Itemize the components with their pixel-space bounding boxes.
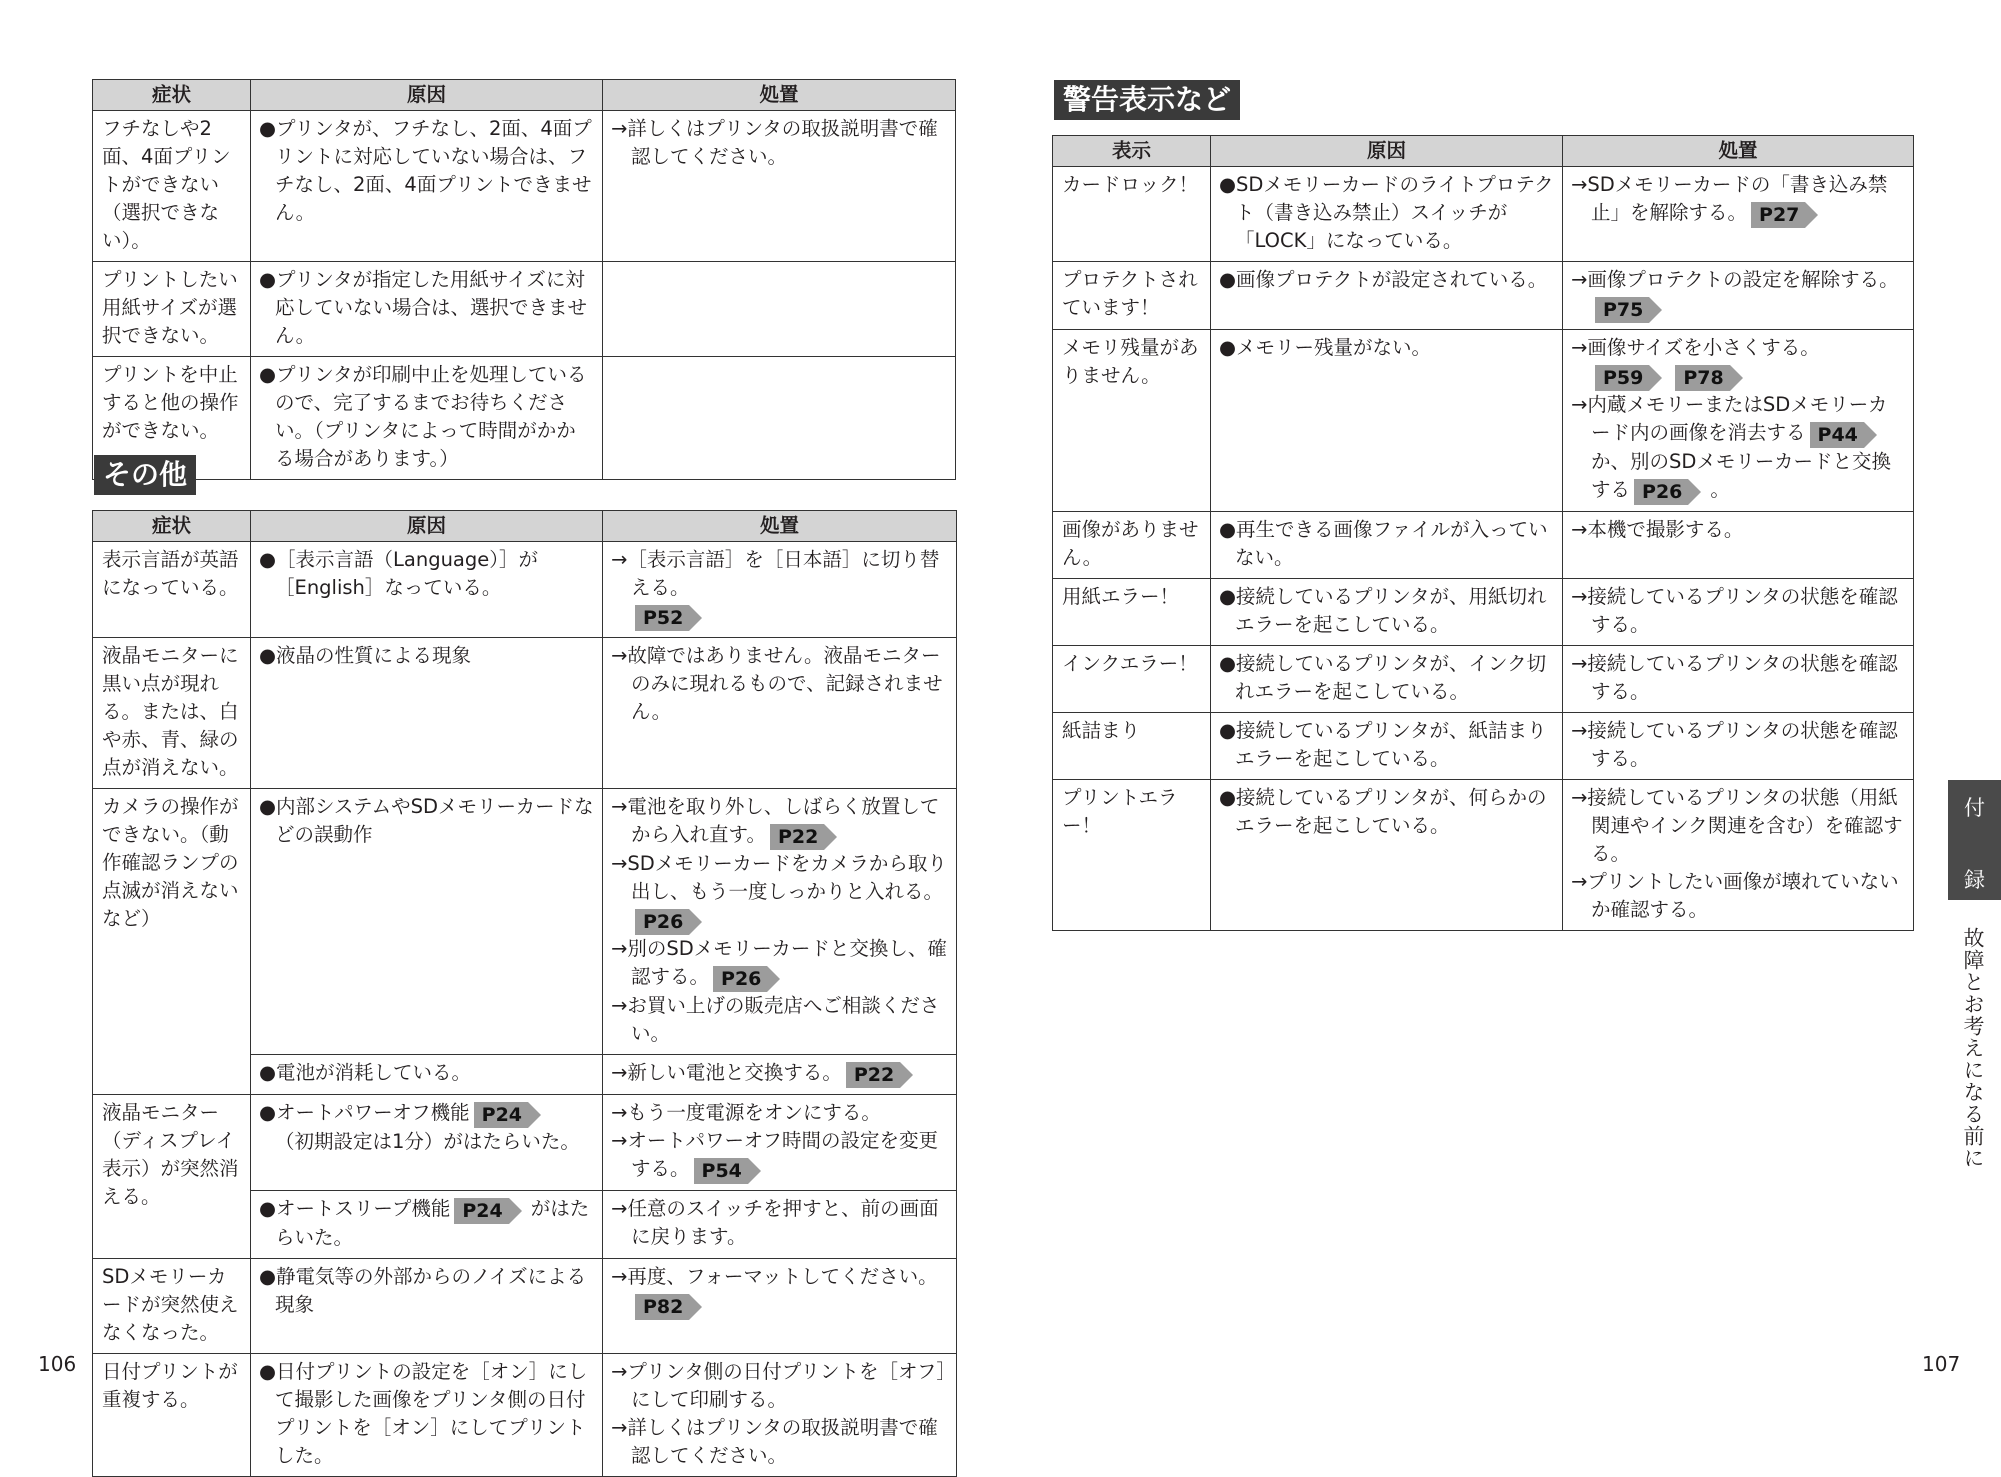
printer-troubleshooting-table [92,79,956,480]
table-row [93,357,956,480]
header-symptom: 症状 [93,80,251,111]
chapter-side-label: 故障とお考えになる前に [1961,927,1985,1169]
cause-cell: ●接続しているプリンタが、インク切れエラーを起こしている。 [1211,646,1563,713]
cause-cell: ●プリンタが印刷中止を処理しているので、完了するまでお待ちください。（プリンタによって時間がかかる場合があります。） [251,357,603,480]
page-ref-badge: P44 [1810,422,1864,448]
warning-messages-table [1052,135,1914,931]
table-row [1053,646,1914,713]
display-cell: 用紙エラー！ [1053,579,1211,646]
header-symptom: 症状 [93,511,251,542]
action-cell: →接続しているプリンタの状態を確認する。 [1563,713,1914,780]
action-cell: →接続しているプリンタの状態（用紙関連やインク関連を含む）を確認する。 →プリントしたい画像が壊れていないか確認する。 [1563,780,1914,931]
cause-cell: ●画像プロテクトが設定されている。 [1211,262,1563,330]
cause-cell: ●内部システムやSDメモリーカードなどの誤動作 [251,789,603,1055]
section-title-other: その他 [94,455,196,495]
action-cell: →電池を取り外し、しばらく放置してから入れ直す。 P22 →SDメモリーカードをカメラから取り出し、もう一度しっかりと入れる。 P26 →別のSDメモリーカードと交換し、確認する。 P26 →お買い上げの販売店へご相談ください。 [603,789,957,1055]
table-row [1053,167,1914,262]
action-cell: →任意のスイッチを押すと、前の画面に戻ります。 [603,1191,957,1259]
display-cell: インクエラー！ [1053,646,1211,713]
action-cell: →SDメモリーカードの「書き込み禁止」を解除する。 P27 [1563,167,1914,262]
action-cell [603,262,956,357]
display-cell: プロテクトされています！ [1053,262,1211,330]
table-row [93,789,957,1055]
page-ref-badge: P24 [474,1102,528,1128]
symptom-cell: 液晶モニターに黒い点が現れる。または、白や赤、青、緑の点が消えない。 [93,638,251,789]
page-ref-badge: P75 [1595,297,1649,323]
symptom-cell: SDメモリーカードが突然使えなくなった。 [93,1259,251,1354]
cause-cell: ●プリンタが指定した用紙サイズに対応していない場合は、選択できません。 [251,262,603,357]
cause-cell: ●オートスリープ機能 P24 がはたらいた。 [251,1191,603,1259]
header-action: 処置 [603,80,956,111]
table-row [93,638,957,789]
cause-cell: ●メモリー残量がない。 [1211,330,1563,512]
page-ref-badge: P59 [1595,365,1649,391]
page-ref-badge: P82 [635,1294,689,1320]
header-action: 処置 [1563,136,1914,167]
symptom-cell: 液晶モニター（ディスプレイ表示）が突然消える。 [93,1095,251,1259]
table-row [1053,713,1914,780]
section-title-warnings: 警告表示など [1054,80,1240,120]
page-ref-badge: P26 [713,966,767,992]
table-row [1053,262,1914,330]
page-ref-badge: P27 [1751,202,1805,228]
table-row [1053,512,1914,579]
action-cell: →接続しているプリンタの状態を確認する。 [1563,579,1914,646]
appendix-tab-top [1948,780,2001,900]
page-number-right: 107 [1922,1352,1961,1376]
page-ref-badge: P26 [635,909,689,935]
action-cell: →もう一度電源をオンにする。 →オートパワーオフ時間の設定を変更する。 P54 [603,1095,957,1191]
page-ref-badge: P22 [846,1062,900,1088]
action-cell: →画像プロテクトの設定を解除する。 P75 [1563,262,1914,330]
cause-cell: ●静電気等の外部からのノイズによる現象 [251,1259,603,1354]
cause-cell: ●日付プリントの設定を［オン］にして撮影した画像をプリンタ側の日付プリントを［オン］にしてプリントした。 [251,1354,603,1477]
action-cell: →接続しているプリンタの状態を確認する。 [1563,646,1914,713]
symptom-cell: プリントしたい用紙サイズが選択できない。 [93,262,251,357]
table-header-row [1053,136,1914,167]
display-cell: プリントエラー！ [1053,780,1211,931]
table-row [93,1259,957,1354]
display-cell: カードロック！ [1053,167,1211,262]
page-ref-badge: P22 [770,824,824,850]
cause-cell: ●接続しているプリンタが、紙詰まりエラーを起こしている。 [1211,713,1563,780]
table-row [93,1095,957,1191]
appendix-tab-char: 付 [1964,796,1985,820]
display-cell: 紙詰まり [1053,713,1211,780]
symptom-cell: 日付プリントが重複する。 [93,1354,251,1477]
symptom-cell: 表示言語が英語になっている。 [93,542,251,638]
cause-cell: ●接続しているプリンタが、何らかのエラーを起こしている。 [1211,780,1563,931]
page-ref-badge: P78 [1675,365,1729,391]
symptom-cell: プリントを中止すると他の操作ができない。 [93,357,251,480]
symptom-cell: カメラの操作ができない。（動作確認ランプの点滅が消えないなど） [93,789,251,1095]
cause-cell: ●［表示言語（Language）］が［English］なっている。 [251,542,603,638]
action-cell: →再度、フォーマットしてください。 P82 [603,1259,957,1354]
header-display: 表示 [1053,136,1211,167]
table-row [93,1354,957,1477]
action-cell: →［表示言語］を［日本語］に切り替える。 P52 [603,542,957,638]
header-action: 処置 [603,511,957,542]
table-row [93,542,957,638]
table-header-row [93,80,956,111]
page-number-left: 106 [38,1352,77,1376]
action-cell: →詳しくはプリンタの取扱説明書で確認してください。 [603,111,956,262]
header-cause: 原因 [251,80,603,111]
page-ref-badge: P54 [694,1158,748,1184]
header-cause: 原因 [251,511,603,542]
action-cell: →プリンタ側の日付プリントを［オフ］にして印刷する。 →詳しくはプリンタの取扱説明書で確認してください。 [603,1354,957,1477]
cause-cell: ●オートパワーオフ機能 P24 （初期設定は1分）がはたらいた。 [251,1095,603,1191]
table-row [93,111,956,262]
symptom-cell: フチなしや2面、4面プリントができない（選択できない）。 [93,111,251,262]
table-row [1053,780,1914,931]
table-row [1053,579,1914,646]
display-cell: メモリ残量がありません。 [1053,330,1211,512]
other-troubleshooting-table [92,510,957,1477]
table-row [93,262,956,357]
cause-cell: ●SDメモリーカードのライトプロテクト（書き込み禁止）スイッチが「LOCK」になっている。 [1211,167,1563,262]
appendix-tab-char: 録 [1964,868,1985,892]
display-cell: 画像がありません。 [1053,512,1211,579]
cause-cell: ●再生できる画像ファイルが入っていない。 [1211,512,1563,579]
cause-cell: ●接続しているプリンタが、用紙切れエラーを起こしている。 [1211,579,1563,646]
table-header-row [93,511,957,542]
action-cell: →新しい電池と交換する。 P22 [603,1055,957,1095]
cause-cell: ●プリンタが、フチなし、2面、4面プリントに対応していない場合は、フチなし、2面、4面プリントできません。 [251,111,603,262]
action-cell: →本機で撮影する。 [1563,512,1914,579]
action-cell: →故障ではありません。液晶モニターのみに現れるもので、記録されません。 [603,638,957,789]
page-ref-badge: P26 [1634,479,1688,505]
header-cause: 原因 [1211,136,1563,167]
page-ref-badge: P24 [454,1198,508,1224]
cause-cell: ●液晶の性質による現象 [251,638,603,789]
table-row [1053,330,1914,512]
page-ref-badge: P52 [635,605,689,631]
cause-cell: ●電池が消耗している。 [251,1055,603,1095]
action-cell: →画像サイズを小さくする。 P59 P78 →内蔵メモリーまたはSDメモリーカード内の画像を消去する P44か、別のSDメモリーカードと交換する P26 。 [1563,330,1914,512]
action-cell [603,357,956,480]
